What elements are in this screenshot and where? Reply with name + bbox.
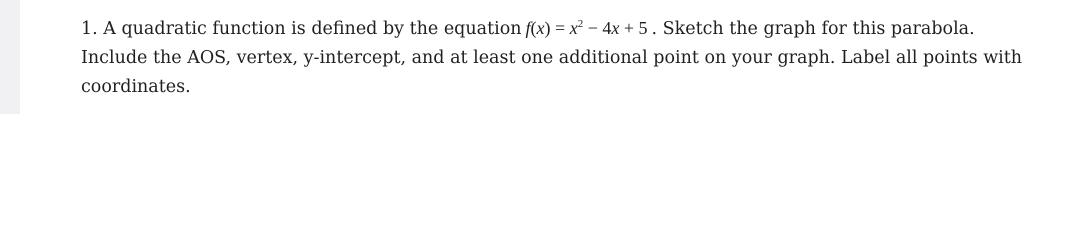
equation-linear-variable: x xyxy=(611,18,620,38)
question-instruction: . Sketch the graph for this parabola. xyxy=(651,19,975,39)
equation-constant-term: + 5 xyxy=(619,18,648,38)
question-line-3: coordinates. xyxy=(81,77,191,97)
question-text xyxy=(81,14,1056,102)
left-margin-bar xyxy=(0,0,20,114)
equation-x-squared-base: x xyxy=(569,18,578,38)
equation-exponent: 2 xyxy=(577,18,584,30)
question-line-2: Include the AOS, vertex, y-intercept, and at least one additional point on your graph. Label all points with xyxy=(81,48,1023,68)
equation-variable: x xyxy=(536,18,545,38)
question-line-1 xyxy=(81,14,1056,44)
equation xyxy=(522,18,652,38)
equation-function-name: f xyxy=(525,18,531,38)
question-intro: 1. A quadratic function is defined by the equation xyxy=(81,19,522,39)
equation-equals: = xyxy=(550,18,570,38)
equation-close-paren: ) xyxy=(544,18,551,38)
equation-minus-term: − 4 xyxy=(583,18,612,38)
equation-open-paren: ( xyxy=(530,18,537,38)
